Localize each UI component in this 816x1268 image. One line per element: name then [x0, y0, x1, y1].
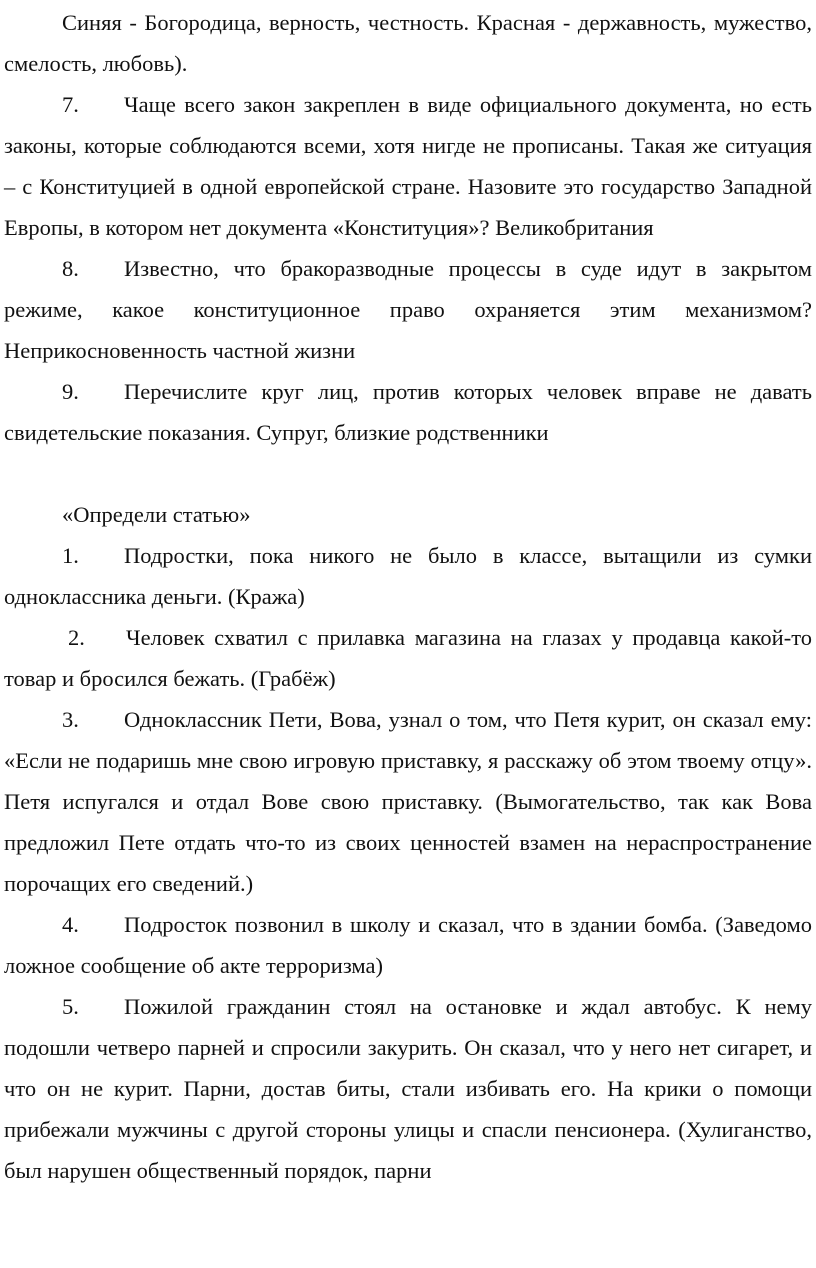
- item-number: 3.: [62, 707, 79, 732]
- document-page: [0, 2, 816, 1268]
- item-text: Человек схватил с прилавка магазина на глазах у продавца какой-то товар и бросился бежать. (Грабёж): [4, 625, 812, 691]
- item-number: 7.: [62, 92, 79, 117]
- section-heading: «Определи статью»: [62, 502, 251, 527]
- item-text: Одноклассник Пети, Вова, узнал о том, что Петя курит, он сказал ему: «Если не подаришь мне свою игровую приставку, я расскажу об этом твоему отцу». Петя испугался и отдал Вове свою приставку. (Вымогательство, так как Вова предложил Пете отдать что-то из своих ценностей взамен на нераспространение порочащих его сведений.): [4, 707, 812, 896]
- question-8: [4, 248, 812, 371]
- case-3: [4, 699, 812, 904]
- question-9: [4, 371, 812, 453]
- item-text: Чаще всего закон закреплен в виде официального документа, но есть законы, которые соблюдаются всеми, хотя нигде не прописаны. Такая же ситуация – с Конституцией в одной европейской стране. Назовите это государство Западной Европы, в котором нет документа «Конституция»? Великобритания: [4, 92, 812, 240]
- case-5: [4, 986, 812, 1191]
- item-number: 5.: [62, 994, 79, 1019]
- item-number: 9.: [62, 379, 79, 404]
- case-2: [4, 617, 812, 699]
- item-number: 2.: [68, 625, 85, 650]
- item-number: 1.: [62, 543, 79, 568]
- item-text: Пожилой гражданин стоял на остановке и ждал автобус. К нему подошли четверо парней и спросили закурить. Он сказал, что у него нет сигарет, и что он не курит. Парни, достав биты, стали избивать его. На крики о помощи прибежали мужчины с другой стороны улицы и спасли пенсионера. (Хулиганство, был нарушен общественный порядок, парни: [4, 994, 812, 1183]
- item-text: Перечислите круг лиц, против которых человек вправе не давать свидетельские показания. Супруг, близкие родственники: [4, 379, 812, 445]
- question-7: [4, 84, 812, 248]
- item-text: Известно, что бракоразводные процессы в суде идут в закрытом режиме, какое конституционное право охраняется этим механизмом? Неприкосновенность частной жизни: [4, 256, 812, 363]
- case-1: [4, 535, 812, 617]
- item-number: 8.: [62, 256, 79, 281]
- item-text: Подростки, пока никого не было в классе, вытащили из сумки одноклассника деньги. (Кража): [4, 543, 812, 609]
- intro-paragraph: Синяя - Богородица, верность, честность. Красная - державность, мужество, смелость, любовь).: [4, 10, 812, 76]
- item-number: 4.: [62, 912, 79, 937]
- item-text: Подросток позвонил в школу и сказал, что в здании бомба. (Заведомо ложное сообщение об акте терроризма): [4, 912, 812, 978]
- case-4: [4, 904, 812, 986]
